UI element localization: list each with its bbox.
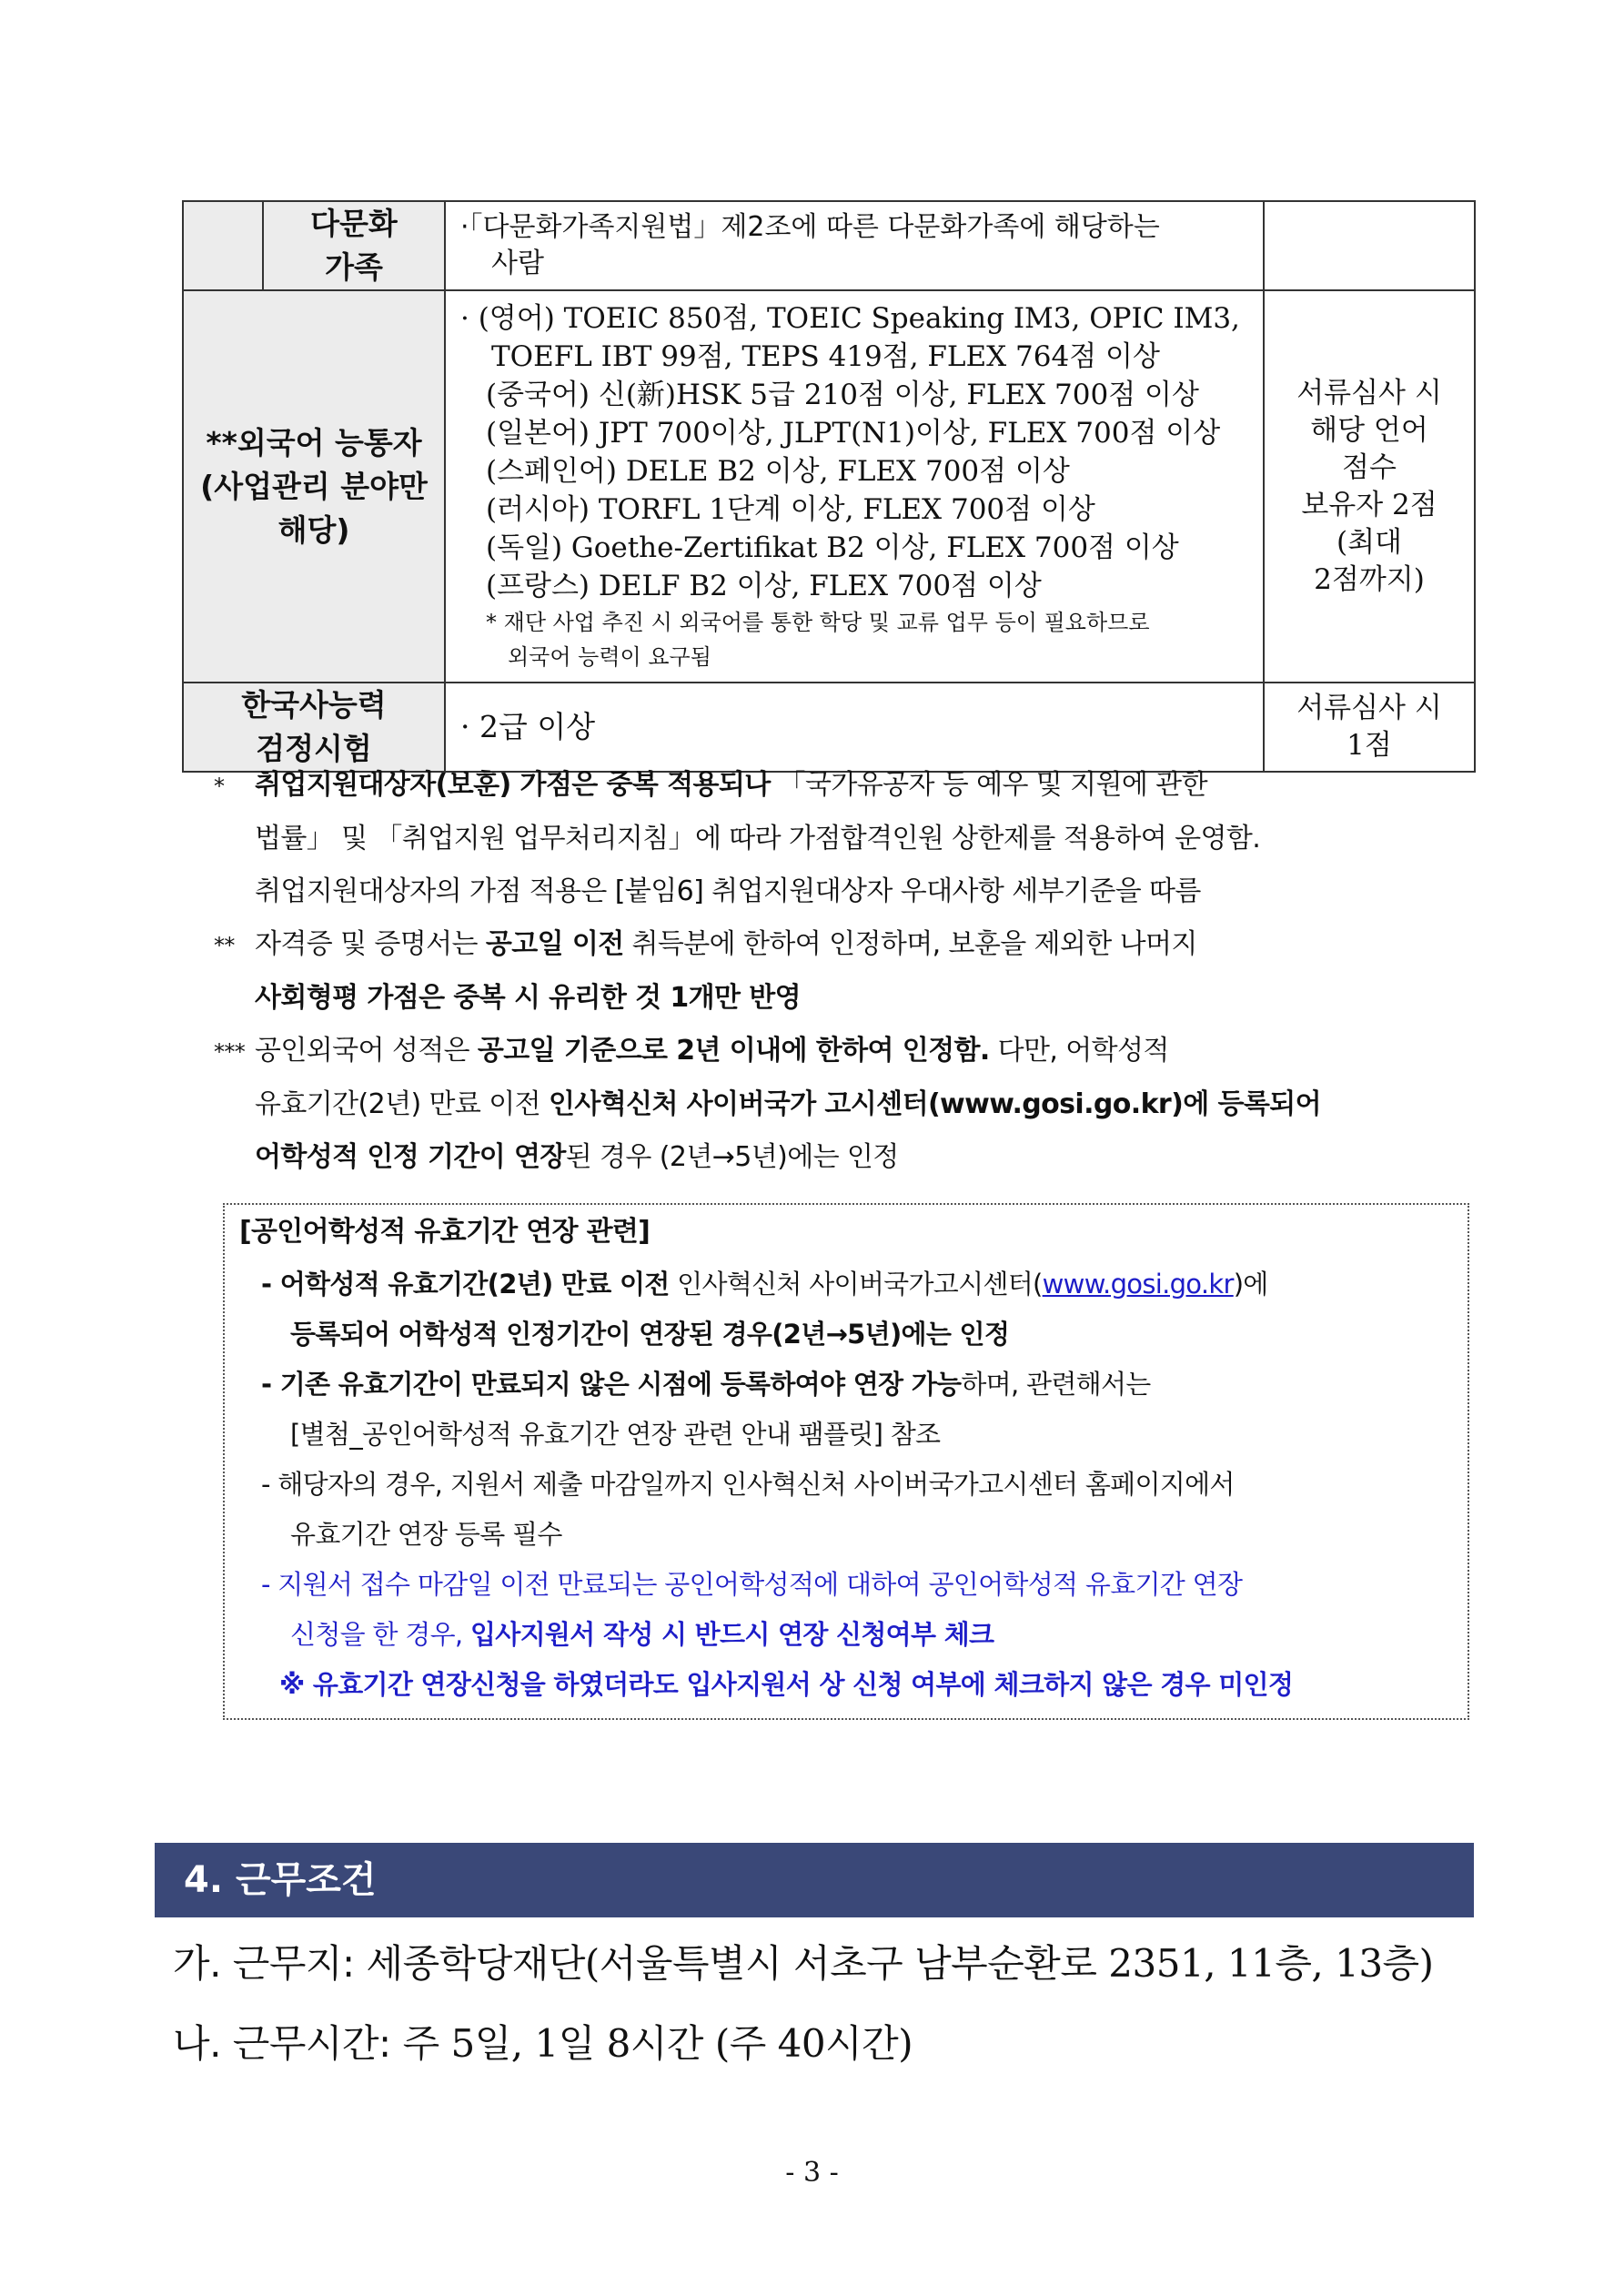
work-hours: 나. 근무시간: 주 5일, 1일 8시간 (주 40시간)	[173, 2021, 913, 2066]
text-foreign-language	[445, 290, 1264, 683]
language-line: (스페인어) DELE B2 이상, FLEX 700점 이상	[486, 454, 1070, 488]
language-line: · (영어) TOEIC 850점, TOEIC Speaking IM3, OPIC IM3,	[460, 301, 1240, 335]
table-row-foreign-language	[183, 290, 1475, 683]
footnote-1: * 취업지원대상자(보훈) 가점은 중복 적용되나 「국가유공자 등 예우 및 지원에 관한	[214, 769, 1207, 801]
box-warning: ※ 유효기간 연장신청을 하였더라도 입사지원서 상 신청 여부에 체크하지 않은 경우 미인정	[279, 1669, 1294, 1700]
language-line: (일본어) JPT 700이상, JLPT(N1)이상, FLEX 700점 이상	[486, 416, 1221, 450]
text-multicultural: ·「다문화가족지원법」제2조에 따른 다문화가족에 해당하는 사람	[445, 201, 1264, 290]
note-multicultural	[1264, 201, 1475, 290]
footnote-2: ** 자격증 및 증명서는 공고일 이전 취득분에 한하여 인정하며, 보훈을 제외한 나머지	[214, 928, 1197, 960]
label-multicultural: 다문화 가족	[263, 201, 445, 290]
note-korean-history: 서류심사 시 1점	[1264, 683, 1475, 772]
text-korean-history: · 2급 이상	[445, 683, 1264, 772]
language-line: (중국어) 신(新)HSK 5급 210점 이상, FLEX 700점 이상	[486, 378, 1199, 411]
gosi-link[interactable]: www.gosi.go.kr	[1042, 1269, 1234, 1300]
box-item-3: - 해당자의 경우, 지원서 제출 마감일까지 인사혁신처 사이버국가고시센터 홈페이지에서	[261, 1469, 1235, 1500]
box-item-1: - 어학성적 유효기간(2년) 만료 이전 인사혁신처 사이버국가고시센터(www.gosi.go.kr)에	[261, 1269, 1268, 1300]
table-row-multicultural	[183, 201, 1475, 290]
footnote-3: *** 공인외국어 성적은 공고일 기준으로 2년 이내에 한하여 인정함. 다만, 어학성적	[214, 1035, 1169, 1067]
section-header-work-conditions: 4. 근무조건	[155, 1843, 1474, 1917]
box-item-4: - 지원서 접수 마감일 이전 만료되는 공인어학성적에 대하여 공인어학성적 유효기간 연장	[261, 1569, 1243, 1600]
qualification-table	[182, 200, 1476, 773]
language-line: (독일) Goethe-Zertifikat B2 이상, FLEX 700점 이상	[486, 531, 1179, 564]
blank-cell	[183, 201, 263, 290]
language-score-extension-box: [공인어학성적 유효기간 연장 관련] - 어학성적 유효기간(2년) 만료 이전 인사혁신처 사이버국가고시센터(www.gosi.go.kr)에 등록되어 어학성적 인정기간이 연장된 경우(2년→5년)에는 인정 - 기존 유효기간이 만료되지 않은 시점에 등록하여야 연장 가능하며, 관련해서는 [별첨_공인어학성적 유효기간 연장 관련 안내 팸플릿] 참조 - 해당자의 경우, 지원서 제출 마감일까지 인사혁신처 사이버국가고시센터 홈페이지에서 유효기간 연장 등록 필수 - 지원서 접수 마감일 이전 만료되는 공인어학성적에 대하여 공인어학성적 유효기간 연장 신청을 한 경우, 입사지원서 작성 시 반드시 연장 신청여부 체크 ※ 유효기간 연장신청을 하였더라도 입사지원서 상 신청 여부에 체크하지 않은 경우 미인정	[223, 1203, 1469, 1720]
note-foreign-language: 서류심사 시 해당 언어 점수 보유자 2점 (최대 2점까지)	[1264, 290, 1475, 683]
page-number: - 3 -	[785, 2157, 839, 2189]
language-line: TOEFL IBT 99점, TEPS 419점, FLEX 764점 이상	[491, 339, 1160, 373]
label-foreign-language: **외국어 능통자 (사업관리 분야만 해당)	[183, 290, 445, 683]
language-remark: * 재단 사업 추진 시 외국어를 통한 학당 및 교류 업무 등이 필요하므로 외국어 능력이 요구됨	[486, 609, 1150, 670]
footnotes: * 취업지원대상자(보훈) 가점은 중복 적용되나 「국가유공자 등 예우 및 지원에 관한 법률」 및 「취업지원 업무처리지침」에 따라 가점합격인원 상한제를 적용하여 운영함. 취업지원대상자의 가점 적용은 [붙임6] 취업지원대상자 우대사항 세부기준을 따름 ** 자격증 및 증명서는 공고일 이전 취득분에 한하여 인정하며, 보훈을 제외한 나머지 사회형평 가점은 중복 시 유리한 것 1개만 반영 *** 공인외국어 성적은 공고일 기준으로 2년 이내에 한하여 인정함. 다만, 어학성적 유효기간(2년) 만료 이전 인사혁신처 사이버국가 고시센터(www.gosi.go.kr)에 등록되어 어학성적 인정 기간이 연장된 경우 (2년→5년)에는 인정	[214, 759, 1478, 1184]
label-korean-history: 한국사능력 검정시험	[183, 683, 445, 772]
box-title: [공인어학성적 유효기간 연장 관련]	[239, 1216, 651, 1248]
language-line: (프랑스) DELF B2 이상, FLEX 700점 이상	[486, 569, 1042, 602]
box-item-2: - 기존 유효기간이 만료되지 않은 시점에 등록하여야 연장 가능하며, 관련해서는	[261, 1369, 1151, 1400]
work-location: 가. 근무지: 세종학당재단(서울특별시 서초구 남부순환로 2351, 11층, 13층)	[173, 1941, 1434, 1986]
language-line: (러시아) TORFL 1단계 이상, FLEX 700점 이상	[486, 492, 1095, 526]
